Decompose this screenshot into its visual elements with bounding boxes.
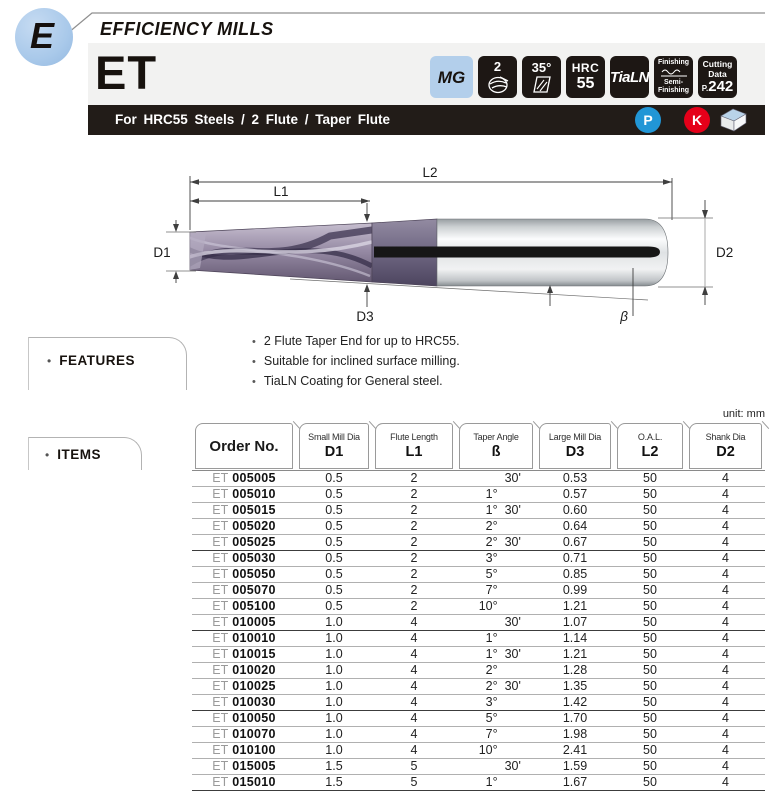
table-row (192, 615, 765, 631)
l2-cell: 50 (643, 631, 657, 645)
d1-cell: 1.0 (325, 647, 343, 661)
order-no-cell: ET 010020 (212, 663, 276, 677)
hardness-badge (566, 56, 605, 98)
feature-item: • TiaLN Coating for General steel. (252, 372, 460, 392)
table-row (192, 743, 765, 759)
d1-cell: 1.0 (325, 679, 343, 693)
d2-cell: 4 (722, 663, 729, 677)
helix-angle-badge (522, 56, 561, 98)
d1-cell: 1.0 (325, 711, 343, 725)
l1-cell: 4 (410, 711, 418, 725)
l1-cell: 2 (410, 487, 418, 501)
order-no-cell: ET 005010 (212, 487, 276, 501)
taper-angle-cell: 10° (478, 743, 498, 757)
coating-badge (610, 56, 649, 98)
d2-cell: 4 (722, 487, 729, 501)
cutting-data-line1: Cutting (702, 59, 733, 69)
l2-cell: 50 (643, 599, 657, 613)
l2-cell: 50 (643, 727, 657, 741)
d1-cell: 0.5 (325, 503, 343, 517)
d1-cell: 0.5 (325, 599, 343, 613)
d2-cell: 4 (722, 695, 729, 709)
series-letter: E (29, 15, 54, 56)
order-no-cell: ET 005030 (212, 551, 276, 565)
d3-cell: 0.57 (562, 487, 588, 501)
l2-cell: 50 (643, 535, 657, 549)
l2-cell: 50 (643, 567, 657, 581)
features-box: • FEATURES (28, 337, 187, 390)
cutting-data-line2: Data (708, 68, 727, 79)
dim-label-l2: L2 (422, 165, 438, 180)
l1-cell: 4 (410, 679, 418, 693)
d1-cell: 0.5 (325, 551, 343, 565)
taper-angle-cell: 2° (485, 663, 498, 677)
features-title: FEATURES (59, 353, 135, 368)
column-header-order-no: Order No. (195, 423, 293, 469)
d3-cell: 1.14 (562, 631, 588, 645)
table-row (192, 695, 765, 711)
d1-cell: 1.0 (325, 615, 343, 629)
table-row (192, 775, 765, 791)
order-no-cell: ET 010030 (212, 695, 276, 709)
l1-cell: 2 (410, 471, 418, 485)
end-mill-dimension-drawing (0, 140, 780, 340)
d3-cell: 1.42 (562, 695, 588, 709)
material-k-badge: K (684, 107, 710, 133)
table-row (192, 503, 765, 519)
l2-cell: 50 (643, 471, 657, 485)
taper-angle-cell: 10° (478, 599, 498, 613)
table-row (192, 535, 765, 551)
d2-cell: 4 (722, 647, 729, 661)
order-no-cell: ET 010010 (212, 631, 276, 645)
helix-angle-icon (531, 75, 553, 94)
table-row (192, 647, 765, 663)
subtitle-bar (88, 105, 765, 135)
l1-cell: 4 (410, 663, 418, 677)
flute-count-badge (478, 56, 517, 98)
table-row (192, 631, 765, 647)
material-grade-label: MG (437, 67, 466, 87)
column-header-d1: Small Mill Dia D1 (299, 423, 369, 469)
table-row (192, 599, 765, 615)
d3-cell: 1.35 (562, 679, 588, 693)
d3-cell: 1.67 (562, 775, 588, 789)
finishing-bottom-label: Semi-Finishing (657, 79, 690, 94)
flute-count: 2 (493, 59, 502, 74)
l1-cell: 2 (410, 567, 418, 581)
d2-cell: 4 (722, 679, 729, 693)
inclined-workpiece-icon (716, 107, 750, 133)
column-header-taper: Taper Angle ß (459, 423, 533, 469)
l2-cell: 50 (643, 583, 657, 597)
taper-angle-cell: 30' (504, 471, 521, 485)
column-header-l1: Flute Length L1 (375, 423, 453, 469)
l2-cell: 50 (643, 503, 657, 517)
taper-angle-cell: 1° (485, 487, 498, 501)
taper-angle-cell: 5° (485, 567, 498, 581)
d3-cell: 1.21 (562, 599, 588, 613)
taper-angle-cell: 2° (485, 519, 498, 533)
order-no-cell: ET 010100 (212, 743, 276, 757)
l2-cell: 50 (643, 487, 657, 501)
d3-cell: 2.41 (562, 743, 588, 757)
taper-angle-cell: 7° (485, 727, 498, 741)
d1-cell: 1.0 (325, 727, 343, 741)
taper-angle-cell: 30' (504, 759, 521, 773)
d2-cell: 4 (722, 567, 729, 581)
items-title: ITEMS (57, 447, 101, 462)
d2-cell: 4 (722, 599, 729, 613)
l1-cell: 2 (410, 519, 418, 533)
d2-cell: 4 (722, 743, 729, 757)
column-header-l2: O.A.L. L2 (617, 423, 683, 469)
l2-cell: 50 (643, 615, 657, 629)
l1-cell: 2 (410, 503, 418, 517)
d2-cell: 4 (722, 631, 729, 645)
category-title: EFFICIENCY MILLS (100, 19, 274, 39)
dim-label-l1: L1 (273, 184, 289, 199)
table-row (192, 583, 765, 599)
taper-angle-cell: 3° (485, 551, 498, 565)
order-no-cell: ET 015010 (212, 775, 276, 789)
l1-cell: 2 (410, 583, 418, 597)
order-no-cell: ET 005020 (212, 519, 276, 533)
order-no-cell: ET 005005 (212, 471, 276, 485)
hardness-unit: HRC (571, 61, 600, 75)
table-row (192, 759, 765, 775)
taper-angle-cell: 5° (485, 711, 498, 725)
order-no-cell: ET 005070 (212, 583, 276, 597)
l1-cell: 2 (410, 535, 418, 549)
d2-cell: 4 (722, 727, 729, 741)
dim-label-d1: D1 (153, 245, 171, 260)
d1-cell: 1.0 (325, 743, 343, 757)
d1-cell: 1.5 (325, 775, 343, 789)
taper-angle-cell: 7° (485, 583, 498, 597)
order-no-cell: ET 005050 (212, 567, 276, 581)
d3-cell: 0.67 (562, 535, 588, 549)
order-no-cell: ET 005100 (212, 599, 276, 613)
d2-cell: 4 (722, 711, 729, 725)
material-p-badge: P (635, 107, 661, 133)
d1-cell: 1.0 (325, 695, 343, 709)
l2-cell: 50 (643, 679, 657, 693)
d1-cell: 0.5 (325, 471, 343, 485)
order-no-cell: ET 010015 (212, 647, 276, 661)
l2-cell: 50 (643, 711, 657, 725)
d2-cell: 4 (722, 615, 729, 629)
coating-name: TiaLN (610, 68, 649, 86)
table-row (192, 471, 765, 487)
l1-cell: 4 (410, 615, 418, 629)
material-grade-badge (430, 56, 473, 98)
column-header-d3: Large Mill Dia D3 (539, 423, 611, 469)
d2-cell: 4 (722, 503, 729, 517)
l1-cell: 2 (410, 599, 418, 613)
d1-cell: 1.5 (325, 759, 343, 773)
l1-cell: 4 (410, 727, 418, 741)
end-mill-flutes-icon (486, 74, 510, 94)
items-box: • ITEMS (28, 437, 142, 470)
order-no-cell: ET 005025 (212, 535, 276, 549)
end-mill-illustration (182, 219, 668, 286)
d1-cell: 1.0 (325, 663, 343, 677)
d1-cell: 0.5 (325, 487, 343, 501)
l2-cell: 50 (643, 663, 657, 677)
d1-cell: 0.5 (325, 535, 343, 549)
l1-cell: 5 (410, 775, 418, 789)
cutting-data-badge (698, 56, 737, 98)
d2-cell: 4 (722, 471, 729, 485)
feature-item: • 2 Flute Taper End for up to HRC55. (252, 332, 460, 352)
l1-cell: 4 (410, 647, 418, 661)
table-row (192, 679, 765, 695)
d3-cell: 0.53 (562, 471, 588, 485)
feature-list (252, 332, 460, 392)
table-row (192, 567, 765, 583)
dim-label-beta: β (620, 309, 628, 324)
d2-cell: 4 (722, 535, 729, 549)
table-row (192, 487, 765, 503)
l2-cell: 50 (643, 743, 657, 757)
order-no-cell: ET 005015 (212, 503, 276, 517)
application-subtitle: For HRC55 Steels / 2 Flute / Taper Flute (115, 112, 391, 127)
d3-cell: 0.64 (562, 519, 588, 533)
cutting-data-page: P. 242 (701, 78, 734, 95)
taper-angle-cell: 30' (504, 615, 521, 629)
hardness-value: 55 (576, 75, 595, 92)
spec-badges (430, 56, 737, 98)
order-no-cell: ET 010025 (212, 679, 276, 693)
d1-cell: 0.5 (325, 583, 343, 597)
d2-cell: 4 (722, 583, 729, 597)
l1-cell: 4 (410, 743, 418, 757)
l2-cell: 50 (643, 695, 657, 709)
d1-cell: 1.0 (325, 631, 343, 645)
d2-cell: 4 (722, 551, 729, 565)
feature-item: • Suitable for inclined surface milling. (252, 352, 460, 372)
l1-cell: 5 (410, 759, 418, 773)
l2-cell: 50 (643, 551, 657, 565)
d3-cell: 0.85 (562, 567, 588, 581)
taper-angle-cell: 1° (485, 631, 498, 645)
d2-cell: 4 (722, 519, 729, 533)
d2-cell: 4 (722, 759, 729, 773)
column-header-d2: Shank Dia D2 (689, 423, 762, 469)
l1-cell: 4 (410, 695, 418, 709)
dim-label-d2: D2 (716, 245, 734, 260)
d3-cell: 0.71 (562, 551, 588, 565)
d3-cell: 1.59 (562, 759, 588, 773)
l1-cell: 4 (410, 631, 418, 645)
table-row (192, 519, 765, 535)
d3-cell: 1.07 (562, 615, 588, 629)
d3-cell: 1.70 (562, 711, 588, 725)
l1-cell: 2 (410, 551, 418, 565)
l2-cell: 50 (643, 519, 657, 533)
taper-angle-cell: 3° (485, 695, 498, 709)
table-row (192, 727, 765, 743)
l2-cell: 50 (643, 759, 657, 773)
table-row (192, 551, 765, 567)
d3-cell: 0.99 (562, 583, 588, 597)
order-no-cell: ET 010005 (212, 615, 276, 629)
d3-cell: 1.98 (562, 727, 588, 741)
dim-label-d3: D3 (356, 309, 374, 324)
d2-cell: 4 (722, 775, 729, 789)
table-header (192, 423, 765, 469)
table-body (192, 470, 765, 791)
taper-angle-cell: 1° 30' (485, 503, 521, 517)
taper-angle-cell: 2° 30' (485, 535, 521, 549)
finishing-badge (654, 56, 693, 98)
taper-angle-cell: 2° 30' (485, 679, 521, 693)
series-letter-badge (15, 8, 73, 66)
table-row (192, 711, 765, 727)
finishing-top-label: Finishing (657, 59, 690, 67)
d3-cell: 0.60 (562, 503, 588, 517)
d1-cell: 0.5 (325, 567, 343, 581)
taper-angle-cell: 1° 30' (485, 647, 521, 661)
d1-cell: 0.5 (325, 519, 343, 533)
order-no-cell: ET 015005 (212, 759, 276, 773)
taper-angle-cell: 1° (485, 775, 498, 789)
d3-cell: 1.21 (562, 647, 588, 661)
helix-angle: 35° (531, 59, 552, 75)
table-row (192, 663, 765, 679)
order-no-cell: ET 010050 (212, 711, 276, 725)
l2-cell: 50 (643, 775, 657, 789)
product-code: ET (95, 46, 158, 99)
d3-cell: 1.28 (562, 663, 588, 677)
finishing-symbol-icon (659, 68, 689, 78)
l2-cell: 50 (643, 647, 657, 661)
order-no-cell: ET 010070 (212, 727, 276, 741)
unit-label: unit: mm (722, 408, 765, 420)
